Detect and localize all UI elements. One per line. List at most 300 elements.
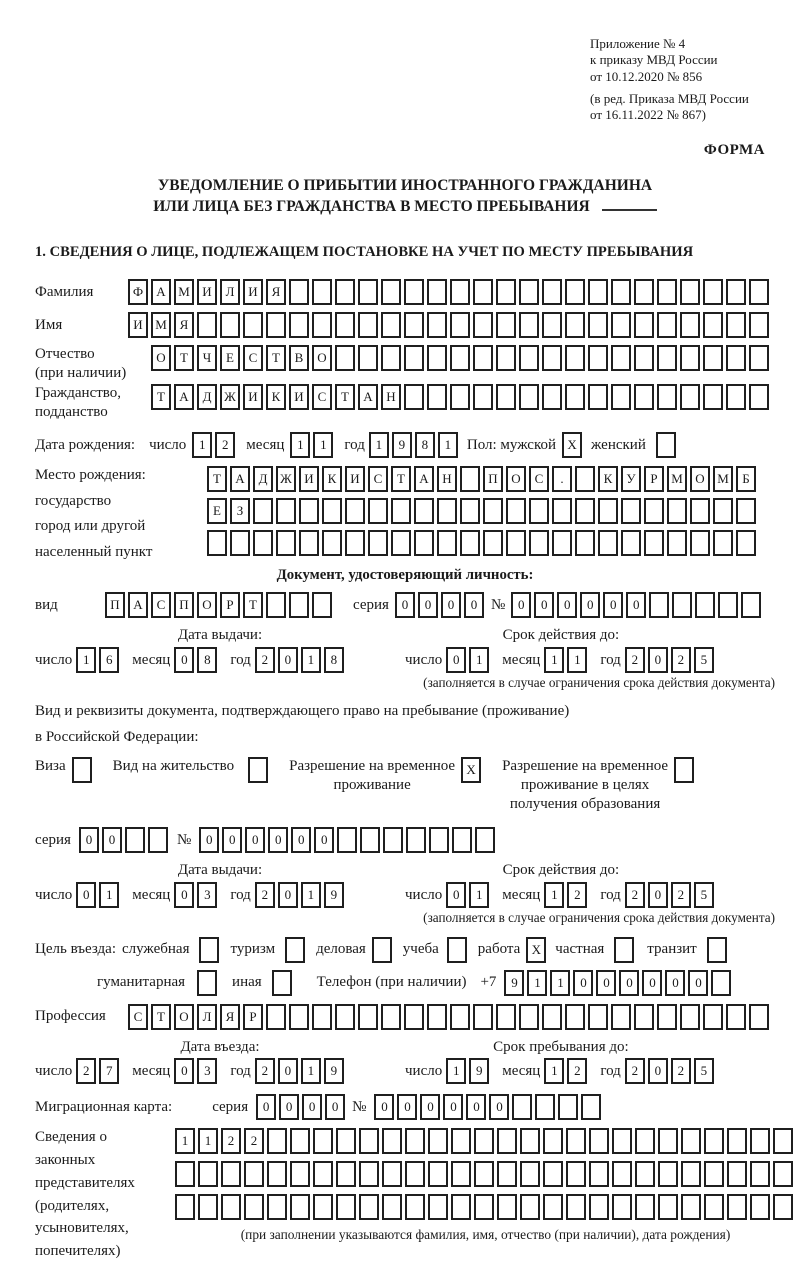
form-cell[interactable] [391,498,411,524]
form-cell[interactable] [473,312,493,338]
form-cell[interactable] [542,1004,562,1030]
form-cell[interactable]: 0 [174,1058,194,1084]
form-cell[interactable] [611,1004,631,1030]
form-cell[interactable] [358,1004,378,1030]
form-cell[interactable]: 0 [291,827,311,853]
form-cell[interactable]: 1 [567,647,587,673]
form-cell[interactable] [428,1161,448,1187]
form-cell[interactable] [703,345,723,371]
form-cell[interactable] [335,1004,355,1030]
form-cell[interactable]: 8 [197,647,217,673]
form-cell[interactable] [598,498,618,524]
form-cell[interactable] [727,1128,747,1154]
form-cell[interactable] [520,1161,540,1187]
form-cell[interactable]: 0 [79,827,99,853]
form-cell[interactable] [359,1194,379,1220]
form-cell[interactable]: Т [266,345,286,371]
form-cell[interactable] [496,279,516,305]
form-cell[interactable]: 0 [268,827,288,853]
form-cell[interactable] [406,827,426,853]
form-cell[interactable] [749,279,769,305]
form-cell[interactable]: 0 [573,970,593,996]
form-cell[interactable] [680,312,700,338]
form-cell[interactable] [473,1004,493,1030]
form-cell[interactable] [634,1004,654,1030]
form-cell[interactable] [589,1128,609,1154]
form-cell[interactable] [414,498,434,524]
form-cell[interactable]: 0 [511,592,531,618]
form-cell[interactable] [565,384,585,410]
form-cell[interactable] [711,970,731,996]
form-cell[interactable] [529,530,549,556]
form-cell[interactable]: 5 [694,1058,714,1084]
form-cell[interactable] [512,1094,532,1120]
form-cell[interactable] [497,1128,517,1154]
form-cell[interactable] [428,1128,448,1154]
form-cell[interactable]: 0 [688,970,708,996]
form-cell[interactable]: 8 [415,432,435,458]
form-cell[interactable] [337,827,357,853]
form-cell[interactable]: И [299,466,319,492]
form-cell[interactable] [558,1094,578,1120]
form-cell[interactable]: 0 [626,592,646,618]
form-cell[interactable] [657,1004,677,1030]
form-cell[interactable] [450,1004,470,1030]
form-cell[interactable]: Т [335,384,355,410]
form-cell[interactable]: О [506,466,526,492]
form-cell[interactable] [358,345,378,371]
form-cell[interactable] [474,1161,494,1187]
form-cell[interactable] [588,312,608,338]
form-cell[interactable] [496,1004,516,1030]
form-cell[interactable] [382,1194,402,1220]
form-cell[interactable] [450,279,470,305]
form-cell[interactable] [381,279,401,305]
form-cell[interactable] [414,530,434,556]
form-cell[interactable]: Т [243,592,263,618]
form-cell[interactable] [360,827,380,853]
form-cell[interactable]: 7 [99,1058,119,1084]
form-cell[interactable] [690,530,710,556]
form-cell[interactable]: 1 [544,1058,564,1084]
form-cell[interactable] [588,384,608,410]
form-cell[interactable] [657,345,677,371]
form-cell[interactable]: 9 [324,882,344,908]
form-cell[interactable] [404,1004,424,1030]
form-cell[interactable]: Е [207,498,227,524]
form-cell[interactable]: 0 [441,592,461,618]
form-cell[interactable] [437,498,457,524]
form-cell[interactable] [244,1194,264,1220]
form-cell[interactable] [497,1194,517,1220]
form-cell[interactable] [312,312,332,338]
form-cell[interactable] [519,345,539,371]
form-cell[interactable]: Ж [276,466,296,492]
form-cell[interactable] [680,384,700,410]
form-cell[interactable] [404,312,424,338]
form-cell[interactable] [543,1128,563,1154]
form-cell[interactable]: М [667,466,687,492]
form-cell[interactable]: И [345,466,365,492]
form-cell[interactable]: 0 [245,827,265,853]
form-cell[interactable] [736,530,756,556]
form-cell[interactable]: Р [220,592,240,618]
form-cell[interactable] [589,1194,609,1220]
form-cell[interactable] [535,1094,555,1120]
form-cell[interactable] [358,279,378,305]
form-cell[interactable] [221,1161,241,1187]
form-cell[interactable]: К [322,466,342,492]
form-cell[interactable] [460,466,480,492]
form-cell[interactable] [614,937,634,963]
form-cell[interactable] [335,312,355,338]
form-cell[interactable] [497,1161,517,1187]
form-cell[interactable] [335,279,355,305]
form-cell[interactable]: 2 [567,882,587,908]
form-cell[interactable] [197,970,217,996]
form-cell[interactable]: Т [151,384,171,410]
form-cell[interactable]: 0 [374,1094,394,1120]
form-cell[interactable] [749,1004,769,1030]
form-cell[interactable] [588,345,608,371]
form-cell[interactable] [383,827,403,853]
form-cell[interactable] [519,279,539,305]
form-cell[interactable] [496,384,516,410]
form-cell[interactable] [741,592,761,618]
form-cell[interactable]: 0 [648,882,668,908]
form-cell[interactable] [276,498,296,524]
form-cell[interactable]: О [312,345,332,371]
form-cell[interactable]: 1 [550,970,570,996]
form-cell[interactable] [773,1128,793,1154]
form-cell[interactable] [773,1161,793,1187]
form-cell[interactable] [336,1194,356,1220]
form-cell[interactable] [460,530,480,556]
form-cell[interactable]: С [128,1004,148,1030]
form-cell[interactable] [581,1094,601,1120]
form-cell[interactable]: А [151,279,171,305]
form-cell[interactable] [566,1128,586,1154]
form-cell[interactable] [312,279,332,305]
form-cell[interactable] [496,312,516,338]
form-cell[interactable]: 2 [221,1128,241,1154]
form-cell[interactable] [773,1194,793,1220]
form-cell[interactable] [372,937,392,963]
form-cell[interactable] [437,530,457,556]
form-cell[interactable] [427,312,447,338]
form-cell[interactable]: О [197,592,217,618]
form-cell[interactable] [611,312,631,338]
form-cell[interactable]: 0 [648,1058,668,1084]
form-cell[interactable]: 0 [302,1094,322,1120]
form-cell[interactable]: Л [197,1004,217,1030]
form-cell[interactable]: 0 [174,647,194,673]
form-cell[interactable]: 5 [694,882,714,908]
form-cell[interactable]: Р [644,466,664,492]
form-cell[interactable]: 1 [544,882,564,908]
form-cell[interactable]: 0 [222,827,242,853]
form-cell[interactable] [312,592,332,618]
form-cell[interactable]: 0 [648,647,668,673]
form-cell[interactable]: 1 [301,1058,321,1084]
form-cell[interactable]: 0 [557,592,577,618]
form-cell[interactable]: 0 [580,592,600,618]
form-cell[interactable]: К [598,466,618,492]
form-cell[interactable] [707,937,727,963]
form-cell[interactable] [565,345,585,371]
form-cell[interactable]: С [151,592,171,618]
form-cell[interactable]: 1 [469,882,489,908]
form-cell[interactable] [175,1161,195,1187]
form-cell[interactable]: 0 [418,592,438,618]
form-cell[interactable] [657,279,677,305]
form-cell[interactable] [220,312,240,338]
form-cell[interactable] [452,827,472,853]
form-cell[interactable] [460,498,480,524]
form-cell[interactable]: 0 [395,592,415,618]
form-cell[interactable]: К [266,384,286,410]
form-cell[interactable]: С [243,345,263,371]
form-cell[interactable]: 1 [290,432,310,458]
form-cell[interactable] [657,312,677,338]
form-cell[interactable] [299,498,319,524]
form-cell[interactable] [635,1128,655,1154]
form-cell[interactable] [612,1128,632,1154]
form-cell[interactable] [681,1194,701,1220]
form-cell[interactable] [588,1004,608,1030]
form-cell[interactable]: 0 [278,647,298,673]
form-cell[interactable]: 2 [625,647,645,673]
form-cell[interactable] [674,757,694,783]
form-cell[interactable]: Ч [197,345,217,371]
form-cell[interactable] [621,530,641,556]
form-cell[interactable]: 0 [174,882,194,908]
form-cell[interactable]: 1 [469,647,489,673]
form-cell[interactable]: А [230,466,250,492]
form-cell[interactable] [244,1161,264,1187]
form-cell[interactable]: 8 [324,647,344,673]
form-cell[interactable]: Т [207,466,227,492]
form-cell[interactable] [575,466,595,492]
form-cell[interactable] [391,530,411,556]
form-cell[interactable] [667,530,687,556]
form-cell[interactable]: А [128,592,148,618]
form-cell[interactable]: Я [220,1004,240,1030]
form-cell[interactable] [749,312,769,338]
form-cell[interactable]: И [243,279,263,305]
form-cell[interactable] [565,1004,585,1030]
form-cell[interactable]: . [552,466,572,492]
form-cell[interactable] [704,1194,724,1220]
form-cell[interactable] [405,1128,425,1154]
form-cell[interactable] [727,1194,747,1220]
form-cell[interactable] [589,1161,609,1187]
form-cell[interactable]: М [713,466,733,492]
form-cell[interactable] [404,384,424,410]
form-cell[interactable] [657,384,677,410]
form-cell[interactable]: 2 [671,1058,691,1084]
form-cell[interactable] [450,312,470,338]
form-cell[interactable]: О [690,466,710,492]
form-cell[interactable] [565,279,585,305]
form-cell[interactable] [447,937,467,963]
form-cell[interactable] [290,1128,310,1154]
form-cell[interactable] [267,1161,287,1187]
form-cell[interactable] [750,1128,770,1154]
form-cell[interactable] [713,498,733,524]
form-cell[interactable] [635,1194,655,1220]
form-cell[interactable] [148,827,168,853]
form-cell[interactable] [634,384,654,410]
form-cell[interactable]: Н [437,466,457,492]
form-cell[interactable] [649,592,669,618]
form-cell[interactable]: 1 [446,1058,466,1084]
form-cell[interactable]: 9 [392,432,412,458]
form-cell[interactable]: 3 [197,882,217,908]
form-cell[interactable] [336,1161,356,1187]
form-cell[interactable]: Т [391,466,411,492]
form-cell[interactable] [658,1128,678,1154]
form-cell[interactable]: 0 [102,827,122,853]
form-cell[interactable]: 0 [489,1094,509,1120]
form-cell[interactable] [749,345,769,371]
form-cell[interactable]: 0 [596,970,616,996]
form-cell[interactable] [506,498,526,524]
form-cell[interactable]: А [414,466,434,492]
form-cell[interactable]: 0 [446,647,466,673]
form-cell[interactable] [290,1161,310,1187]
form-cell[interactable] [335,345,355,371]
form-cell[interactable] [381,1004,401,1030]
form-cell[interactable] [736,498,756,524]
form-cell[interactable] [243,312,263,338]
form-cell[interactable] [611,384,631,410]
form-cell[interactable]: Ф [128,279,148,305]
form-cell[interactable]: П [105,592,125,618]
form-cell[interactable] [289,312,309,338]
form-cell[interactable] [221,1194,241,1220]
form-cell[interactable] [248,757,268,783]
form-cell[interactable] [656,432,676,458]
form-cell[interactable] [519,1004,539,1030]
form-cell[interactable]: 1 [544,647,564,673]
form-cell[interactable] [359,1128,379,1154]
form-cell[interactable] [451,1161,471,1187]
form-cell[interactable]: 2 [76,1058,96,1084]
form-cell[interactable] [313,1194,333,1220]
form-cell[interactable] [175,1194,195,1220]
form-cell[interactable]: 0 [325,1094,345,1120]
form-cell[interactable] [427,345,447,371]
form-cell[interactable] [313,1128,333,1154]
form-cell[interactable] [404,345,424,371]
form-cell[interactable]: 0 [256,1094,276,1120]
form-cell[interactable] [703,279,723,305]
form-cell[interactable]: Т [174,345,194,371]
form-cell[interactable] [404,279,424,305]
form-cell[interactable] [267,1128,287,1154]
form-cell[interactable]: Т [151,1004,171,1030]
form-cell[interactable] [207,530,227,556]
form-cell[interactable] [198,1194,218,1220]
form-cell[interactable] [382,1128,402,1154]
form-cell[interactable] [336,1128,356,1154]
form-cell[interactable] [703,1004,723,1030]
form-cell[interactable]: 0 [665,970,685,996]
form-cell[interactable]: С [529,466,549,492]
form-cell[interactable] [520,1128,540,1154]
form-cell[interactable] [473,345,493,371]
form-cell[interactable]: И [128,312,148,338]
form-cell[interactable] [381,345,401,371]
form-cell[interactable]: Р [243,1004,263,1030]
form-cell[interactable] [519,312,539,338]
form-cell[interactable] [198,1161,218,1187]
form-cell[interactable]: 0 [279,1094,299,1120]
form-cell[interactable] [322,498,342,524]
form-cell[interactable] [727,1161,747,1187]
form-cell[interactable] [598,530,618,556]
form-cell[interactable] [230,530,250,556]
form-cell[interactable] [506,530,526,556]
form-cell[interactable]: 1 [198,1128,218,1154]
form-cell[interactable] [552,498,572,524]
form-cell[interactable]: 0 [278,882,298,908]
form-cell[interactable]: 0 [199,827,219,853]
form-cell[interactable]: 6 [99,647,119,673]
form-cell[interactable]: 1 [99,882,119,908]
form-cell[interactable]: И [243,384,263,410]
form-cell[interactable] [427,1004,447,1030]
form-cell[interactable] [299,530,319,556]
form-cell[interactable]: В [289,345,309,371]
form-cell[interactable]: 2 [671,647,691,673]
form-cell[interactable] [368,530,388,556]
form-cell[interactable]: 2 [671,882,691,908]
form-cell[interactable]: 1 [192,432,212,458]
form-cell[interactable] [405,1194,425,1220]
form-cell[interactable]: У [621,466,641,492]
form-cell[interactable] [429,827,449,853]
form-cell[interactable] [290,1194,310,1220]
form-cell[interactable]: А [174,384,194,410]
form-cell[interactable] [483,498,503,524]
form-cell[interactable] [680,1004,700,1030]
form-cell[interactable]: X [562,432,582,458]
form-cell[interactable]: И [289,384,309,410]
form-cell[interactable] [125,827,145,853]
form-cell[interactable]: 2 [244,1128,264,1154]
form-cell[interactable] [427,384,447,410]
form-cell[interactable] [703,384,723,410]
form-cell[interactable]: 2 [215,432,235,458]
form-cell[interactable]: 1 [313,432,333,458]
form-cell[interactable]: 0 [464,592,484,618]
form-cell[interactable] [726,384,746,410]
form-cell[interactable] [313,1161,333,1187]
form-cell[interactable] [690,498,710,524]
form-cell[interactable]: 1 [301,882,321,908]
form-cell[interactable] [542,384,562,410]
form-cell[interactable] [405,1161,425,1187]
form-cell[interactable] [474,1194,494,1220]
form-cell[interactable]: С [368,466,388,492]
form-cell[interactable] [368,498,388,524]
form-cell[interactable] [644,530,664,556]
form-cell[interactable] [566,1161,586,1187]
form-cell[interactable]: 1 [369,432,389,458]
form-cell[interactable] [197,312,217,338]
